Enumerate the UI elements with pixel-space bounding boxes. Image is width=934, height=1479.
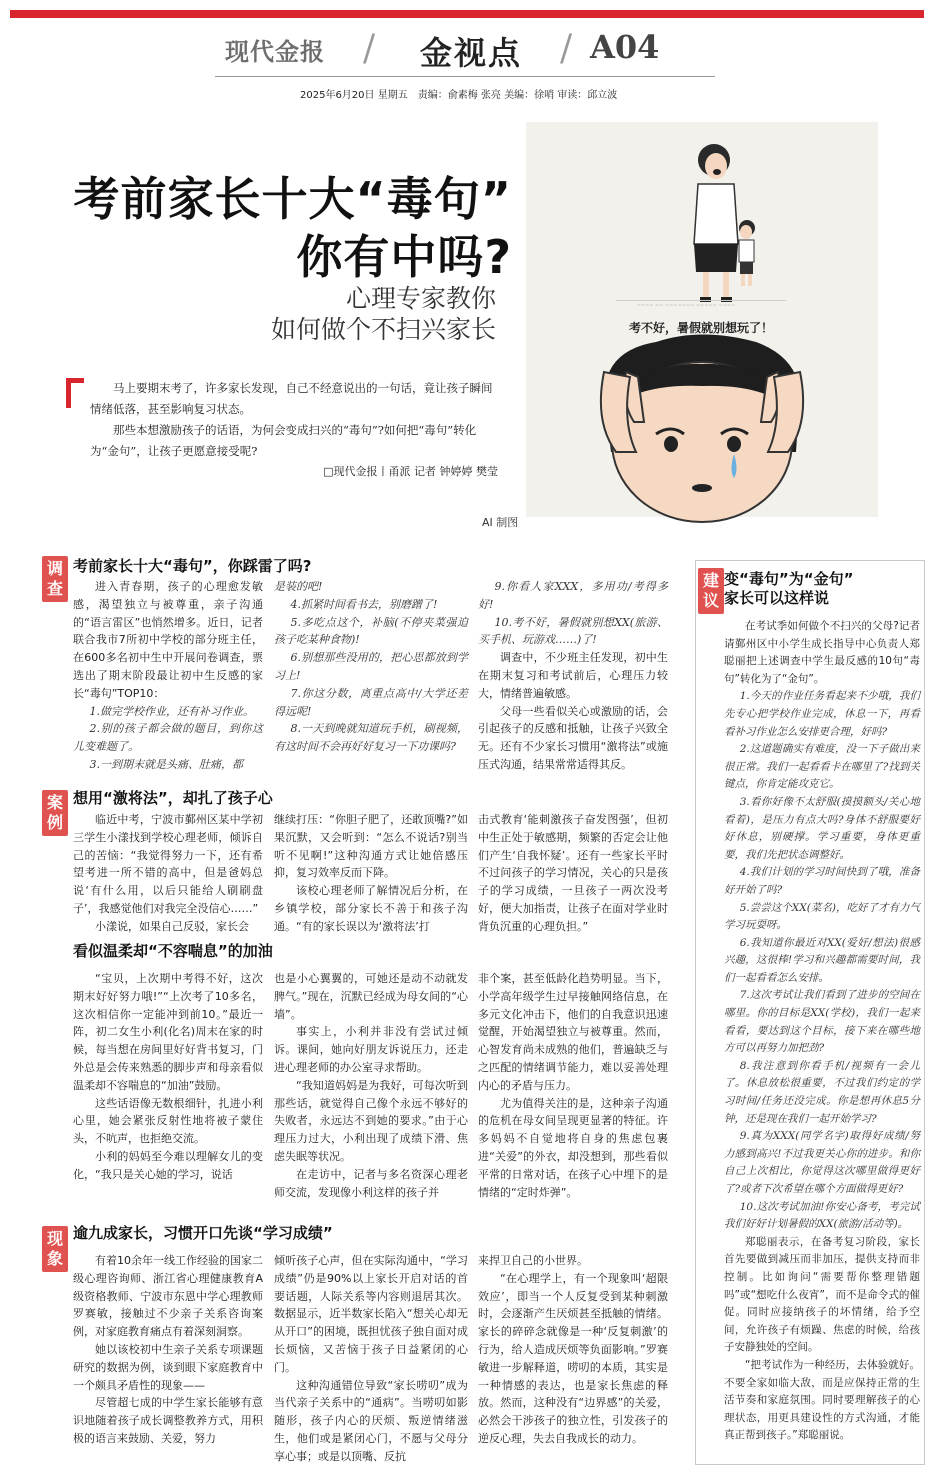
case-col-2: 继续打压：“你胆子肥了，还敢顶嘴?”如果沉默，又会听到：“怎么不说话?别当听不见啊!”这种沟通方式让她倍感压抑，复习效率反而下降。 该校心理老师了解情况后分析，在乡镇学校，部分家长不善于和孩子沟通。“有的家长误以为‘激将法’打	[274, 813, 468, 933]
intro	[90, 378, 498, 482]
dateline: 2025年6月20日 星期五 责编：俞素梅 张亮 美编：徐哨 审读：邱立波	[300, 90, 618, 101]
advice-col: 在考试季如何做个不扫兴的父母?记者请鄞州区中小学生成长指导中心负责人郑聪丽把上述调查中学生最反感的10句“毒句”转化为了“金句”。 1.今天的作业任务看起来不少哦，我们先专心把学校作业完成，休息一下，再看看补习作业怎么安排更合理，好吗? 2.这道题确实有难度，没一下子做出来很正常。我们一起看看卡在哪里了?找到关键点，你肯定能攻克它。 3.看你好像不太舒服(摸摸额头/关心地看着)，是压力有点大吗?身体不舒服要好好休息，别硬撑。学习重要，身体更重要，我们先把状态调整好。 4.我们计划的学习时间快到了哦，准备好开始了吗? 5.尝尝这个XX(菜名)，吃好了才有力气学习玩耍呀。 6.我知道你最近对XX(爱好/想法)很感兴趣，这很棒!学习和兴趣都需要时间，我们一起看看怎么安排。 7.这次考试让我们看到了进步的空间在哪里。你的目标是XX(学校)，我们一起来看看，要达到这个目标，接下来在哪些地方可以再努力加把劲? 8.我注意到你看手机/视频有一会儿了。休息放松很重要，不过我们约定的学习时间/任务还没完成。你是想再休息5分钟，还是现在我们一起开始学习? 9.真为XXX(同学名字)取得好成绩/努力感到高兴!不过我更关心你的进步。和你自己上次相比，你觉得这次哪里做得更好了?或者下次希望在哪个方面做得更好? 10.这次考试加油!你安心备考，考完试我们好好计划暑假的XX(旅游/活动等)。 郑聪丽表示，在备考复习阶段，家长首先要做到减压而非加压，提供支持而非控制。比如询问“需要帮你整理错题吗”或“想吃什么夜宵”，而不是命令式的催促。同时应接纳孩子的坏情绪，给予空间，允许孩子有烦躁、焦虑的时候，给孩子安静独处的空间。 “把考试作为一种经历，去体验就好。不要全家如临大敌，而是应保持正常的生活节奏和家庭氛围。同时要理解孩子的心理状态，用更具建设性的方式沟通，才能真正帮到孩子。”郑聪丽说。	[724, 620, 920, 1442]
byline: □现代金报丨甬派 记者 钟婷婷 樊莹	[323, 465, 498, 478]
advice-item: 6.我知道你最近对XX(爱好/想法)很感兴趣，这很棒!学习和兴趣都需要时间，我们一起看看怎么安排。	[724, 936, 920, 984]
masthead-rule	[215, 76, 715, 77]
intro-paragraph: 那些本想激励孩子的话语，为何会变成扫兴的“毒句”?如何把“毒句”转化为“金句”，让孩子更愿意接受呢?	[90, 423, 477, 458]
section-title-survey: 考前家长十大“毒句”，你踩雷了吗?	[73, 557, 312, 575]
illustration-image	[526, 122, 878, 517]
survey-col-2: 是装的吧! 4.抓紧时间看书去，别磨蹭了! 5.多吃点这个，补脑(不停夹菜强迫孩子吃某种食物)! 6.别想那些没用的，把心思都放到学习上! 7.你这分数，离重点高中/大学还差得远呢! 8.一天到晚就知道玩手机，刷视频，有这时间不会再好好复习一下功课吗?	[274, 580, 468, 754]
subheadline-line1: 心理专家教你	[345, 284, 496, 313]
advice-item: 2.这道题确实有难度，没一下子做出来很正常。我们一起看看卡在哪里了?找到关键点，你肯定能攻克它。	[724, 743, 920, 791]
advice-item: 4.我们计划的学习时间快到了哦，准备好开始了吗?	[724, 866, 920, 896]
encourage-col-1: “宝贝，上次期中考得不好，这次期末好好努力哦!”“上次考了10多名，这次相信你一定能冲到前10。”最近一阵，初二女生小利(化名)周末在家的时候，每当想在房间里好好背书复习，门外总是会传来熟悉的脚步声和母亲看似温柔却不容喘息的“加油”鼓励。 这些话语像无数根细针，扎进小利心里，她会紧张反射性地将被子蒙住头，不吭声，也拒绝交流。 小利的妈妈至今难以理解女儿的变化，“我只是关心她的学习，说话	[73, 972, 263, 1181]
paper-name: 现代金报	[225, 37, 325, 66]
illustration	[526, 122, 878, 517]
encourage-col-2: 也是小心翼翼的，可她还是动不动就发脾气。”现在，沉默已经成为母女间的“心墙”。 事实上，小利并非没有尝试过倾诉。课间，她向好朋友诉说压力，还走进心理老师的办公室寻求帮助。 “我知道妈妈是为我好，可每次听到那些话，就觉得自己像个永远不够好的失败者，永远达不到她的要求。”由于心理压力过大，小利出现了成绩下滑、焦虑失眠等状况。 在走访中，记者与多名资深心理老师交流，发现像小利这样的孩子并	[274, 972, 468, 1199]
section-name: 金视点	[420, 34, 523, 72]
headline-line1: 考前家长十大“毒句”	[73, 172, 512, 226]
headline	[62, 170, 512, 286]
phenomenon-col-2: 倾听孩子心声，但在实际沟通中，“学习成绩”仍是90%以上家长开启对话的首要话题，人际关系等内容则退居其次。数据显示，近半数家长陷入“想关心却无从开口”的困境，既担忧孩子独自面对成长烦恼，又苦恼于孩子日益紧闭的心门。 这种沟通错位导致“家长唠叨”成为当代亲子关系中的“通病”。当唠叨如影随形，孩子内心的厌烦、叛逆情绪滋生，他们或是紧闭心门，不愿与父母分享心事；或是以顶嘴、反抗	[274, 1254, 468, 1463]
tag-phenomenon: 现 象	[42, 1226, 68, 1272]
advice-item: 8.我注意到你看手机/视频有一会儿了。休息放松很重要，不过我们约定的学习时间/任务还没完成。你是想再休息5分钟，还是现在我们一起开始学习?	[724, 1059, 920, 1125]
subheadline	[150, 283, 496, 345]
top-red-bar	[10, 10, 924, 18]
masthead-divider: /	[560, 28, 573, 69]
advice-item: 9.真为XXX(同学名字)取得好成绩/努力感到高兴!不过我更关心你的进步。和你自己上次相比，你觉得这次哪里做得更好了?或者下次希望在哪个方面做得更好?	[724, 1130, 920, 1195]
section-title-case: 想用“激将法”，却扎了孩子心	[73, 789, 273, 807]
svg-text:~~~~ ~~ ~~~~~~~ ~~~~~ ~~~~: ~~~~ ~~ ~~~~~~~ ~~~~~ ~~~~	[636, 303, 736, 309]
case-col-3: 击式教育‘能刺激孩子奋发图强’，但初中生正处于敏感期，频繁的否定会让他们产生‘自我怀疑’。还有一些家长平时不过问孩子的学习情况，关心的只是孩子的学习成绩，一旦孩子一两次没考好，便大加指责，让孩子在面对学业时背负沉重的心理负担。”	[478, 813, 668, 933]
advice-item: 5.尝尝这个XX(菜名)，吃好了才有力气学习玩耍呀。	[724, 901, 920, 932]
advice-item: 1.今天的作业任务看起来不少哦，我们先专心把学校作业完成，休息一下，再看看补习作业怎么安排更合理，好吗?	[724, 690, 920, 738]
survey-col-1: 进入青春期，孩子的心理愈发敏感，渴望独立与被尊重，亲子沟通的“语言雷区”也悄然增多。近日，记者联合我市7所初中学校的部分班主任，在600多名初中生中开展问卷调查，票选出了期末阶段最让初中生反感的家长“毒句”TOP10： 1.做完学校作业，还有补习作业。 2.别的孩子都会做的题目，到你这儿变难题了。 3.一到期末就是头痛、肚痛，都	[73, 580, 263, 771]
intro-mark	[66, 378, 84, 408]
masthead-divider: /	[363, 28, 376, 69]
advice-item: 3.看你好像不太舒服(摸摸额头/关心地看着)，是压力有点大吗?身体不舒服要好好休息，别硬撑。学习重要，身体更重要，我们先把状态调整好。	[724, 795, 920, 861]
illustration-text: 考不好，暑假就别想玩了！	[628, 321, 774, 335]
encourage-col-3: 非个案，甚至低龄化趋势明显。当下，小学高年级学生过早接触网络信息，在多元文化冲击下，他们的自我意识迅速觉醒，开始渴望独立与被尊重。然而，心智发育尚未成熟的他们，普遍缺乏与之匹配的情绪调节能力，难以妥善处理内心的矛盾与压力。 尤为值得关注的是，这种亲子沟通的危机在母女间呈现更显著的特征。许多妈妈不自觉地将自身的焦虑包裹进“关爱”的外衣，却没想到，那些看似平常的日常对话，在孩子心中埋下的是情绪的“定时炸弹”。	[478, 972, 668, 1199]
subheadline-line2: 如何做个不扫兴家长	[270, 315, 496, 344]
phenomenon-col-1: 有着10余年一线工作经验的国家二级心理咨询师、浙江省心理健康教育A级资格教师、宁波市东恩中学心理教师罗赛敏，接触过不少亲子关系咨询案例，对家庭教育痛点有着深刻洞察。 她以该校初中生亲子关系专项课题研究的数据为例，谈到眼下家庭教育中一个颇具矛盾性的现象—— 尽管超七成的中学生家长能够有意识地随着孩子成长调整教养方式，用积极的语言来鼓励、关爱，努力	[73, 1254, 263, 1445]
illustration-credit: AI 制图	[482, 516, 519, 529]
intro-paragraph: 马上要期末考了，许多家长发现，自己不经意说出的一句话，竟让孩子瞬间情绪低落，甚至影响复习状态。	[90, 381, 493, 416]
advice-title: 变“毒句”为“金句” 家长可以这样说	[724, 570, 854, 607]
page-number: A04	[590, 28, 660, 66]
tag-advice: 建 议	[698, 568, 724, 614]
phenomenon-col-3: 来捍卫自己的小世界。 “在心理学上，有一个现象叫‘超限效应’，即当一个人反复受到某种刺激时，会逐渐产生厌烦甚至抵触的情绪。家长的碎碎念就像是一种‘反复刺激’的行为，给人造成厌烦等负面影响。”罗赛敏进一步解释道，唠叨的本质，其实是一种情感的表达，也是家长焦虑的释放。然而，这种没有“边界感”的关爱，必然会干涉孩子的独立性，引发孩子的逆反心理，失去自我成长的动力。	[478, 1254, 668, 1445]
survey-col-3: 9.你看人家XXX，多用功/考得多好! 10.考不好，暑假就别想XX(旅游、买手机、玩游戏……)了! 调查中，不少班主任发现，初中生在期末复习和考试前后，心理压力较大，情绪普遍敏感。 父母一些看似关心或激励的话，会引起孩子的反感和抵触，让孩子兴致全无。还有不少家长习惯用“激将法”或施压式沟通，结果常常适得其反。	[478, 580, 668, 771]
masthead	[215, 30, 715, 74]
section-title-phenomenon: 逾九成家长，习惯开口先谈“学习成绩”	[73, 1224, 333, 1242]
advice-item: 7.这次考试让我们看到了进步的空间在哪里。你的目标是XX(学校)，我们一起来看看，要达到这个目标，接下来在哪些地方可以再努力加把劲?	[724, 989, 920, 1055]
advice-item: 10.这次考试加油!你安心备考，考完试我们好好计划暑假的XX(旅游/活动等)。	[724, 1200, 920, 1231]
tag-case: 案 例	[42, 790, 68, 836]
headline-line2: 你有中吗?	[296, 230, 512, 284]
tag-survey: 调 查	[42, 556, 68, 602]
section-title-encourage: 看似温柔却“不容喘息”的加油	[73, 942, 273, 960]
case-col-1: 临近中考，宁波市鄞州区某中学初三学生小漾找到学校心理老师，倾诉自己的苦恼：“我觉得努力一下，还有希望考进一所不错的高中，但是爸妈总说‘有什么用，以后只能给人刷刷盘子’，我感觉他们对我完全没信心……” 小漾说，如果自己反驳，家长会	[73, 813, 263, 933]
